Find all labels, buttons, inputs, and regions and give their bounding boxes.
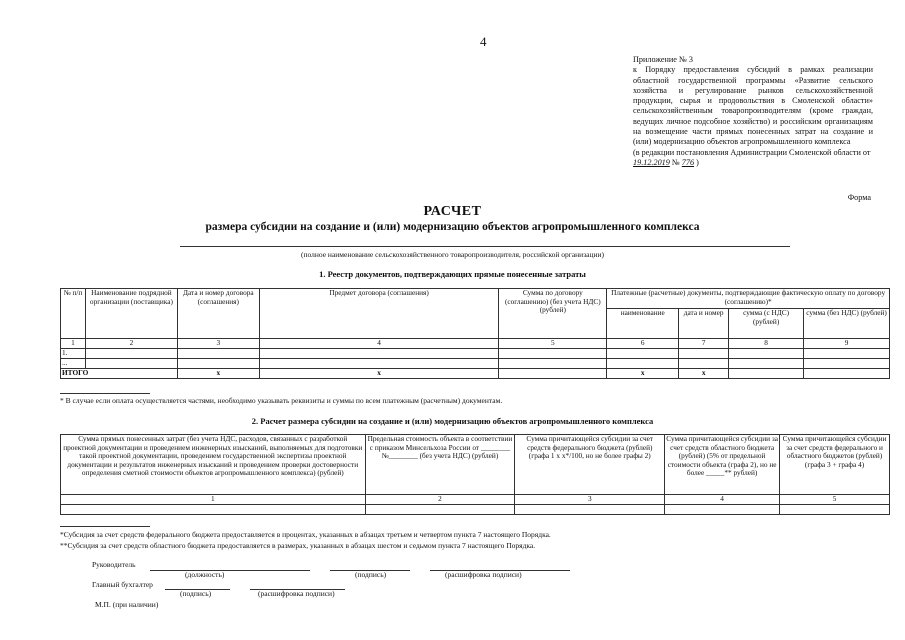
col-number: 5 — [499, 339, 607, 349]
header-pay-date: дата и номер — [679, 309, 729, 339]
header-payments: Платежные (расчетные) документы, подтверждающие фактическую оплату по договору (соглашению)* — [607, 289, 890, 309]
header-pay-name: наименование — [607, 309, 679, 339]
appendix-block — [633, 55, 873, 168]
header-sum: Сумма по договору (соглашению) (без учета НДС) (рублей) — [499, 289, 607, 339]
page-number: 4 — [480, 34, 487, 49]
calc-header-total: Сумма причитающейся субсидии за счет средств федерального и областного бюджетов (рублей) (графа 3 + графа 4) — [780, 435, 890, 495]
column-number-row — [61, 339, 890, 349]
col-number: 1 — [61, 495, 366, 505]
document-title: РАСЧЕТ — [423, 204, 482, 219]
signature-caption: (подпись) — [355, 570, 387, 579]
accountant-label: Главный бухгалтер — [92, 580, 153, 589]
table-row — [61, 349, 890, 359]
footnote-divider — [60, 393, 150, 394]
total-cell: x — [177, 369, 259, 379]
edition-no-label: № — [671, 157, 680, 167]
accountant-decoding-caption: (расшифровка подписи) — [258, 589, 335, 598]
total-cell: x — [259, 369, 499, 379]
header-pay-vat: сумма (с НДС) (рублей) — [729, 309, 804, 339]
column-number-row — [61, 495, 890, 505]
section2-footnote-federal: *Субсидия за счет средств федерального бюджета предоставляется в процентах, указанных в абзацах третьем и четвертом пункта 7 настоящего Порядка. — [60, 530, 551, 539]
edition-date: 19.12.2019 — [633, 157, 670, 167]
edition-prefix: (в редакции постановления Администрации Смоленской области от — [633, 147, 871, 157]
stamp-label: М.П. (при наличии) — [95, 600, 159, 609]
header-pay-novat: сумма (без НДС) (рублей) — [804, 309, 890, 339]
header-contract: Дата и номер договора (соглашения) — [177, 289, 259, 339]
appendix-title: Приложение № 3 — [633, 55, 693, 64]
decoding-caption: (расшифровка подписи) — [445, 570, 522, 579]
organization-name-line — [180, 246, 790, 247]
calc-header-costs: Сумма прямых понесенных затрат (без учета НДС, расходов, связанных с разработкой проектной документации и проведением инженерных изысканий, выполняемых для подготовки такой проектной документации, проведением государственной экспертизы проектной документации и результатов инженерных изысканий и проведением проверки достоверности определения сметной стоимости объектов агропромышленного комплекса) (рублей) — [61, 435, 366, 495]
header-supplier: Наименование подрядной организации (поставщика) — [85, 289, 177, 339]
col-number: 4 — [259, 339, 499, 349]
edition-suffix: ) — [696, 157, 699, 167]
total-cell: x — [679, 369, 729, 379]
row-num: 1. — [61, 349, 86, 359]
section2-footnote-regional: **Субсидия за счет средств областного бюджета предоставляется в размерах, указанных в абзацах шестом и седьмом пункта 7 настоящего Порядка. — [60, 541, 536, 550]
section1-footnote: * В случае если оплата осуществляется частями, необходимо указывать реквизиты и суммы по всем платежным (расчетным) документам. — [60, 396, 503, 405]
header-num: № п/п — [61, 289, 86, 339]
form-label: Форма — [847, 193, 871, 202]
subsidy-calculation-table — [60, 434, 890, 515]
col-number: 5 — [780, 495, 890, 505]
col-number: 6 — [607, 339, 679, 349]
section1-heading: 1. Реестр документов, подтверждающих прямые понесенные затраты — [319, 269, 586, 279]
calc-header-limit: Предельная стоимость объекта в соответствии с приказом Минсельхоза России от ________ №________ (без учета НДС) (рублей) — [365, 435, 515, 495]
col-number: 2 — [85, 339, 177, 349]
table-row — [61, 359, 890, 369]
col-number: 2 — [365, 495, 515, 505]
calc-header-regional: Сумма причитающейся субсидии за счет средств областного бюджета (рублей) (5% от предельной стоимости объекта (графа 2), но не более _____** рублей) — [665, 435, 780, 495]
head-position-line — [150, 570, 310, 571]
row-num: ... — [61, 359, 86, 369]
appendix-text: к Порядку предоставления субсидий в рамках реализации областной государственной программы «Развитие сельского хозяйства и регулирование рынков сельскохозяйственной продукции, сырья и продовольствия в Смоленской области» сельскохозяйственным товаропроизводителям (кроме граждан, ведущих личное подсобное хозяйство) и российским организациям на возмещение части прямых понесенных затрат на создание и (или) модернизацию объектов агропромышленного комплекса — [633, 65, 873, 147]
document-subtitle: размера субсидии на создание и (или) модернизацию объектов агропромышленного комплекса — [205, 221, 700, 233]
table-row — [61, 505, 890, 515]
col-number: 1 — [61, 339, 86, 349]
col-number: 3 — [177, 339, 259, 349]
accountant-signature-caption: (подпись) — [180, 589, 212, 598]
position-caption: (должность) — [185, 570, 225, 579]
organization-name-caption: (полное наименование сельскохозяйственного товаропроизводителя, российской организации) — [300, 250, 605, 259]
col-number: 7 — [679, 339, 729, 349]
header-subject: Предмет договора (соглашения) — [259, 289, 499, 339]
col-number: 4 — [665, 495, 780, 505]
footnote-divider — [60, 526, 150, 527]
documents-register-table — [60, 288, 890, 379]
total-label: ИТОГО — [61, 369, 178, 379]
section2-heading: 2. Расчет размера субсидии на создание и (или) модернизацию объектов агропромышленного комплекса — [251, 416, 654, 426]
head-label: Руководитель — [92, 560, 136, 569]
col-number: 3 — [515, 495, 665, 505]
total-cell: x — [607, 369, 679, 379]
calc-header-federal: Сумма причитающейся субсидии за счет средств федерального бюджета (рублей) (графа 1 x x*/100, но не более графы 2) — [515, 435, 665, 495]
col-number: 9 — [804, 339, 890, 349]
col-number: 8 — [729, 339, 804, 349]
edition-number: 776 — [681, 157, 695, 167]
appendix-edition — [633, 148, 873, 169]
total-row — [61, 369, 890, 379]
